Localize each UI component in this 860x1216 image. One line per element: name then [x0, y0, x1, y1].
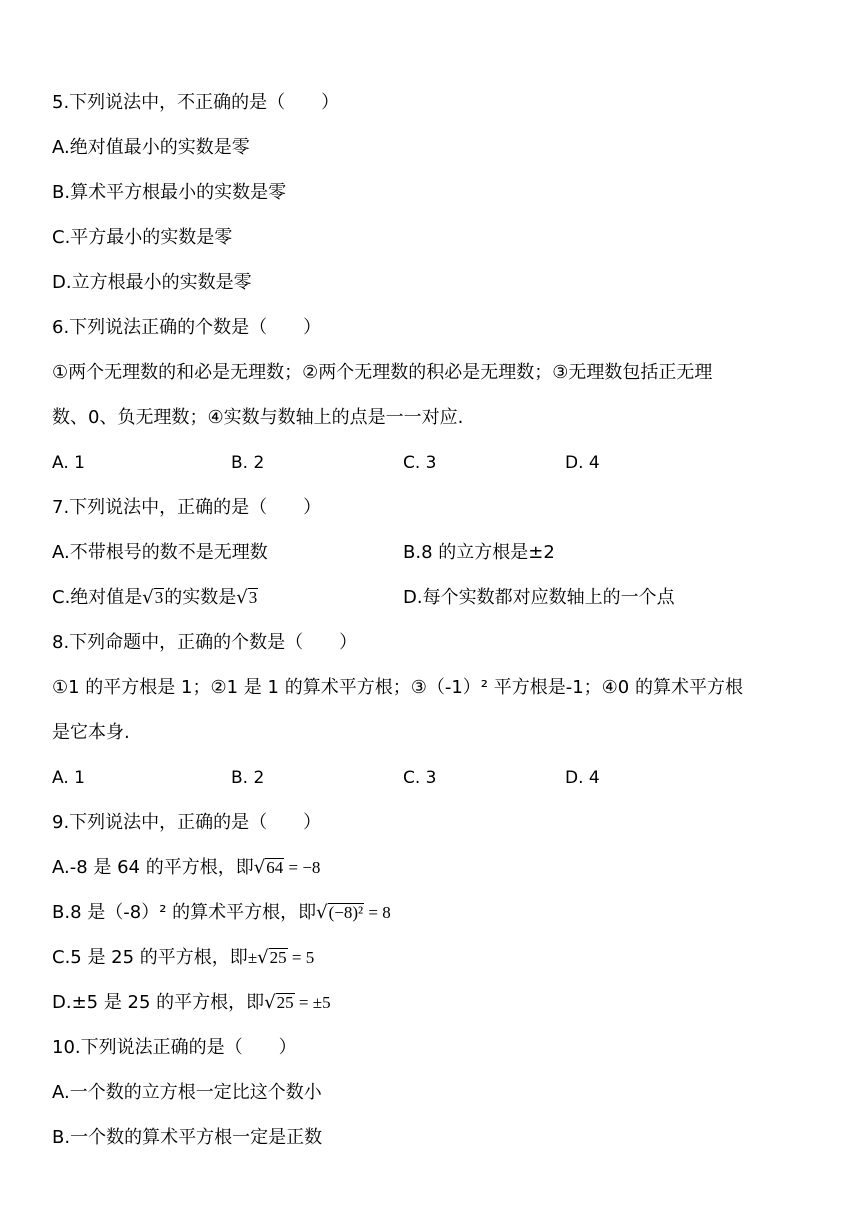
- plus-minus-sign: ±: [247, 948, 258, 967]
- question-10-stem: 10.下列说法正确的是（ ）: [52, 1037, 297, 1058]
- equation-rhs: = ±5: [294, 993, 331, 1012]
- question-5-option-d: D.立方根最小的实数是零: [52, 272, 252, 293]
- question-7-option-d: D.每个实数都对应数轴上的一个点: [403, 587, 675, 608]
- radical-sign: √: [142, 587, 154, 608]
- equation-rhs: = −8: [284, 858, 321, 877]
- question-6-body-line-2: 数、0、负无理数；④实数与数轴上的点是一一对应.: [52, 407, 464, 428]
- question-9-option-a-text: A.-8 是 64 的平方根，即: [52, 857, 254, 878]
- question-8-stem: 8.下列命题中，正确的个数是（ ）: [52, 632, 358, 653]
- sqrt-expression: [236, 588, 258, 607]
- question-9-option-c: [52, 946, 314, 970]
- question-9-option-d: [52, 991, 331, 1015]
- question-8-body-line-1: ①1 的平方根是 1；②1 是 1 的算术平方根；③（-1）² 平方根是-1；④0 的算术平方根: [52, 677, 743, 698]
- radicand: 25: [276, 993, 294, 1012]
- question-7-option-a: A.不带根号的数不是无理数: [52, 542, 268, 563]
- sqrt-expression: [264, 993, 330, 1012]
- radical-sign: √: [236, 587, 248, 608]
- equation-rhs: = 5: [287, 948, 315, 967]
- radicand: 64: [266, 858, 284, 877]
- radical-sign: √: [253, 857, 266, 878]
- question-6-option-d: D. 4: [565, 453, 600, 473]
- question-10-option-a: A.一个数的立方根一定比这个数小: [52, 1082, 322, 1103]
- radical-sign: √: [316, 902, 328, 923]
- radical-sign: √: [257, 947, 269, 968]
- radicand: 25: [269, 948, 287, 967]
- radicand: 3: [154, 588, 164, 607]
- question-10-option-b: B.一个数的算术平方根一定是正数: [52, 1127, 323, 1148]
- question-9-option-c-text: C.5 是 25 的平方根，即: [52, 947, 248, 968]
- question-6-body-line-1: ①两个无理数的和必是无理数；②两个无理数的积必是无理数；③无理数包括正无理: [52, 362, 713, 383]
- sqrt-expression: [142, 588, 164, 607]
- question-9-option-a: [52, 856, 320, 880]
- radical-sign: √: [264, 992, 276, 1013]
- radicand: (−8)²: [328, 903, 364, 922]
- question-7-option-c: [52, 586, 258, 610]
- sqrt-expression: [316, 903, 391, 922]
- question-6-option-c: C. 3: [403, 453, 437, 473]
- question-9-option-b: [52, 901, 391, 925]
- question-9-stem: 9.下列说法中，正确的是（ ）: [52, 812, 322, 833]
- radicand: 3: [248, 588, 258, 607]
- question-7-option-b: B.8 的立方根是±2: [403, 542, 555, 563]
- question-7-option-c-mid: 的实数是: [164, 587, 237, 608]
- question-8-option-d: D. 4: [565, 768, 600, 788]
- question-6-option-a: A. 1: [52, 453, 85, 473]
- sqrt-expression: [248, 948, 314, 967]
- sqrt-expression: [254, 858, 321, 877]
- question-8-option-c: C. 3: [403, 768, 437, 788]
- question-5-stem: 5.下列说法中，不正确的是（ ）: [52, 92, 340, 113]
- question-6-stem: 6.下列说法正确的个数是（ ）: [52, 317, 322, 338]
- question-7-option-c-prefix: C.绝对值是: [52, 587, 143, 608]
- question-9-option-b-text: B.8 是（-8）² 的算术平方根，即: [52, 902, 317, 923]
- equation-rhs: = 8: [364, 903, 391, 922]
- question-9-option-d-text: D.±5 是 25 的平方根，即: [52, 992, 265, 1013]
- question-6-option-b: B. 2: [231, 453, 265, 473]
- question-8-option-b: B. 2: [231, 768, 265, 788]
- question-5-option-b: B.算术平方根最小的实数是零: [52, 182, 287, 203]
- question-5-option-a: A.绝对值最小的实数是零: [52, 137, 250, 158]
- question-5-option-c: C.平方最小的实数是零: [52, 227, 233, 248]
- question-8-body-line-2: 是它本身.: [52, 722, 130, 743]
- question-8-option-a: A. 1: [52, 768, 85, 788]
- question-7-stem: 7.下列说法中，正确的是（ ）: [52, 497, 322, 518]
